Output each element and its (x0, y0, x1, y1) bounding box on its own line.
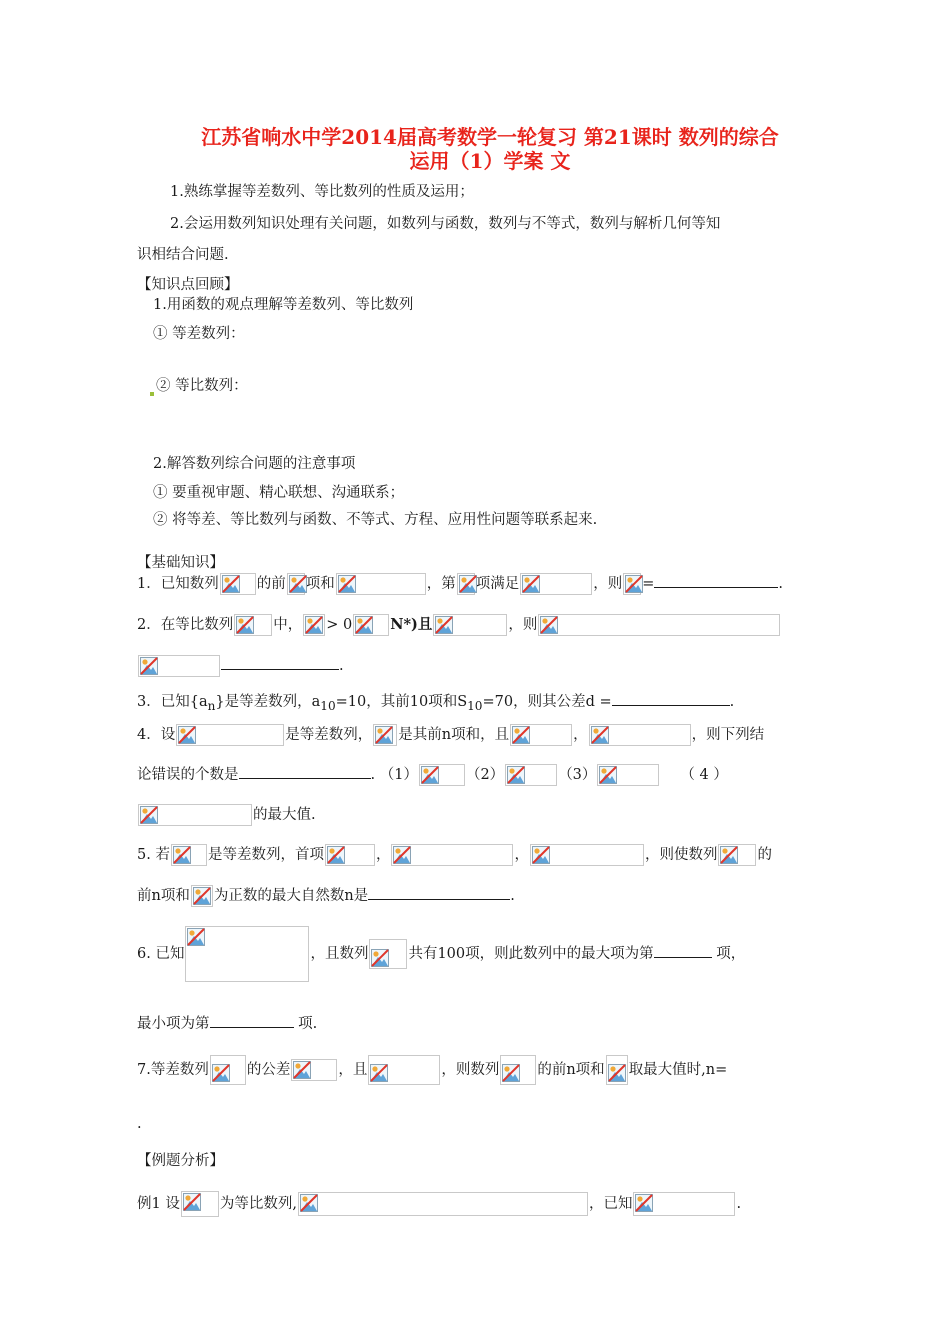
formula-image (220, 573, 256, 595)
review-item-2: 2.解答数列综合问题的注意事项 (153, 456, 356, 472)
question-4: 4．设 是等差数列， 是其前n项和，且 ， ，则下列结 (137, 724, 764, 746)
broken-image-icon (370, 1064, 388, 1082)
formula-image (185, 926, 309, 982)
question-6-cont: 最小项为第 项. (137, 1013, 317, 1034)
question-5-cont: 前n项和 为正数的最大自然数n是 . (137, 885, 515, 907)
question-2-cont: . (137, 655, 344, 677)
answer-blank[interactable] (239, 764, 371, 779)
goal-2b: 识相结合问题. (137, 247, 229, 263)
question-4-cont2: 的最大值. (137, 804, 316, 826)
broken-image-icon (532, 846, 550, 864)
broken-image-icon (522, 575, 540, 593)
formula-image (287, 573, 305, 595)
question-7-cont: . (137, 1116, 142, 1132)
broken-image-icon (236, 616, 254, 634)
answer-blank[interactable] (210, 1013, 294, 1028)
review-sub-4: ② 将等差、等比数列与函数、不等式、方程、应用性问题等联系起来. (153, 512, 598, 528)
goal-1: 1.熟练掌握等差数列、等比数列的性质及运用； (170, 184, 474, 200)
formula-image (298, 1192, 588, 1216)
broken-image-icon (293, 1061, 311, 1079)
example-1: 例1 设 为等比数列, ，已知 . (137, 1191, 741, 1217)
broken-image-icon (193, 887, 211, 905)
page-title-line1: 江苏省响水中学2014届高考数学一轮复习 第21课时 数列的综合 (201, 125, 779, 149)
formula-image (291, 1059, 337, 1081)
formula-image (457, 573, 475, 595)
broken-image-icon (625, 575, 643, 593)
broken-image-icon (338, 575, 356, 593)
formula-image (353, 614, 389, 636)
formula-image (303, 614, 325, 636)
goal-2a: 2.会运用数列知识处理有关问题，如数列与函数，数列与不等式，数列与解析几何等知 (170, 216, 721, 232)
formula-image (606, 1055, 628, 1085)
broken-image-icon (591, 726, 609, 744)
broken-image-icon (300, 1194, 318, 1212)
formula-image (538, 614, 780, 636)
examples-header: 【例题分析】 (137, 1153, 224, 1169)
formula-image (718, 844, 756, 866)
broken-image-icon (173, 846, 191, 864)
formula-image (369, 939, 407, 969)
broken-image-icon (375, 726, 393, 744)
answer-blank[interactable] (368, 885, 510, 900)
answer-blank[interactable] (221, 655, 339, 670)
formula-image (589, 724, 691, 746)
page-title-line2: 运用（1）学案 文 (409, 149, 571, 173)
formula-image (234, 614, 272, 636)
broken-image-icon (140, 657, 158, 675)
broken-image-icon (502, 1064, 520, 1082)
formula-image (373, 724, 397, 746)
question-5: 5. 若 是等差数列，首项 ， ， ，则使数列 的 (137, 844, 772, 866)
basics-header: 【基础知识】 (137, 555, 224, 571)
broken-image-icon (327, 846, 345, 864)
question-7: 7.等差数列 的公差 ，且 ，则数列 的前n项和 取最大值时,n= (137, 1055, 727, 1085)
formula-image (597, 764, 659, 786)
review-sub-2-wrap (150, 376, 248, 396)
question-2: 2．在等比数列 中， > 0 N*)且 ，则 (137, 614, 781, 636)
review-sub-3: ① 要重视审题、精心联想、沟通联系； (153, 485, 405, 501)
formula-image (623, 573, 641, 595)
answer-blank[interactable] (654, 943, 712, 958)
broken-image-icon (507, 766, 525, 784)
formula-image (510, 724, 572, 746)
broken-image-icon (608, 1064, 626, 1082)
broken-image-icon (720, 846, 738, 864)
review-sub-2: ② 等比数列： (156, 378, 248, 394)
formula-image (138, 804, 252, 826)
broken-image-icon (393, 846, 411, 864)
broken-image-icon (289, 575, 307, 593)
broken-image-icon (305, 616, 323, 634)
broken-image-icon (355, 616, 373, 634)
broken-image-icon (212, 1064, 230, 1082)
formula-image (530, 844, 644, 866)
broken-image-icon (178, 726, 196, 744)
question-4-cont: 论错误的个数是 . （1） （2） （3） （ 4 ） (137, 764, 728, 786)
broken-image-icon (183, 1193, 201, 1211)
broken-image-icon (140, 806, 158, 824)
formula-image (181, 1191, 219, 1217)
review-header: 【知识点回顾】 (137, 277, 239, 293)
broken-image-icon (599, 766, 617, 784)
broken-image-icon (512, 726, 530, 744)
formula-image (210, 1055, 246, 1085)
broken-image-icon (371, 949, 389, 967)
formula-image (419, 764, 465, 786)
formula-image (391, 844, 513, 866)
broken-image-icon (635, 1194, 653, 1212)
broken-image-icon (459, 575, 477, 593)
formula-image (191, 885, 213, 907)
question-3: 3．已知$\{a_n\}$是等差数列，$a_{10}=10$，其前10项和$S_{10}=70$，则其公差d = . (137, 691, 734, 716)
formula-image (368, 1055, 440, 1085)
question-1: 1．已知数列 的前 项和 ，第 项满足 ，则 = . (137, 573, 783, 595)
formula-image (633, 1192, 735, 1216)
review-sub-1: ① 等差数列： (153, 326, 245, 342)
broken-image-icon (540, 616, 558, 634)
broken-image-icon (187, 928, 205, 946)
formula-image (433, 614, 507, 636)
formula-image (325, 844, 375, 866)
formula-image (336, 573, 426, 595)
edit-mark-icon (150, 392, 154, 396)
formula-image (171, 844, 207, 866)
formula-image (505, 764, 557, 786)
question-6: 6. 已知 ，且数列 共有100项，则此数列中的最大项为第 项， (137, 926, 745, 984)
answer-blank[interactable] (654, 573, 778, 588)
broken-image-icon (222, 575, 240, 593)
review-item-1: 1.用函数的观点理解等差数列、等比数列 (153, 297, 414, 313)
formula-image (520, 573, 592, 595)
broken-image-icon (421, 766, 439, 784)
formula-image (176, 724, 284, 746)
formula-image (138, 655, 220, 677)
answer-blank[interactable] (612, 691, 730, 706)
broken-image-icon (435, 616, 453, 634)
formula-image (500, 1055, 536, 1085)
